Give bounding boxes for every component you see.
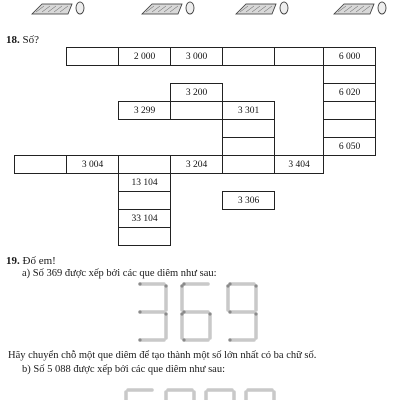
grid-cell[interactable]	[222, 119, 275, 138]
grid-cell[interactable]	[118, 155, 171, 174]
grid-cell[interactable]: 3 299	[118, 101, 171, 120]
grid-cell[interactable]	[170, 101, 223, 120]
exercise-19b-text: b) Số 5 088 được xếp bởi các que diêm như sau:	[22, 364, 225, 375]
grid-cell[interactable]	[323, 101, 376, 120]
grid-cell[interactable]	[66, 47, 119, 66]
grid-cell[interactable]	[118, 227, 171, 246]
grid-cell[interactable]	[274, 47, 324, 66]
grid-cell[interactable]	[323, 65, 376, 84]
grid-cell[interactable]	[14, 155, 67, 174]
grid-cell[interactable]	[323, 119, 376, 138]
grid-cell[interactable]: 3 204	[170, 155, 223, 174]
grid-cell[interactable]	[222, 155, 275, 174]
grid-cell[interactable]	[118, 191, 171, 210]
exercise-19-instruction: Hãy chuyển chỗ một que diêm để tạo thành một số lớn nhất có ba chữ số.	[8, 350, 317, 361]
grid-cell[interactable]: 6 020	[323, 83, 376, 102]
grid-cell[interactable]	[222, 47, 275, 66]
exercise-19a-text: a) Số 369 được xếp bởi các que diêm như sau:	[22, 268, 217, 279]
exercise-19-number: 19.	[6, 255, 20, 267]
grid-cell[interactable]	[222, 137, 275, 156]
exercise-18-number: 18.	[6, 34, 20, 46]
grid-cell[interactable]: 3 404	[274, 155, 324, 174]
exercise-19-title: Đố em!	[22, 255, 56, 267]
grid-cell[interactable]: 3 301	[222, 101, 275, 120]
grid-cell[interactable]: 3 004	[66, 155, 119, 174]
exercise-18-title: Số?	[22, 34, 39, 46]
matchstick-number-5088	[120, 382, 280, 400]
grid-cell[interactable]: 6 050	[323, 137, 376, 156]
grid-cell[interactable]: 3 200	[170, 83, 223, 102]
exercise-19-heading	[6, 255, 56, 267]
grid-cell[interactable]: 33 104	[118, 209, 171, 228]
grid-cell[interactable]: 2 000	[118, 47, 171, 66]
grid-cell[interactable]: 13 104	[118, 173, 171, 192]
grid-cell[interactable]: 3 000	[170, 47, 223, 66]
matchstick-number-369	[132, 280, 268, 346]
grid-cell[interactable]: 3 306	[222, 191, 275, 210]
grid-cell[interactable]: 6 000	[323, 47, 376, 66]
